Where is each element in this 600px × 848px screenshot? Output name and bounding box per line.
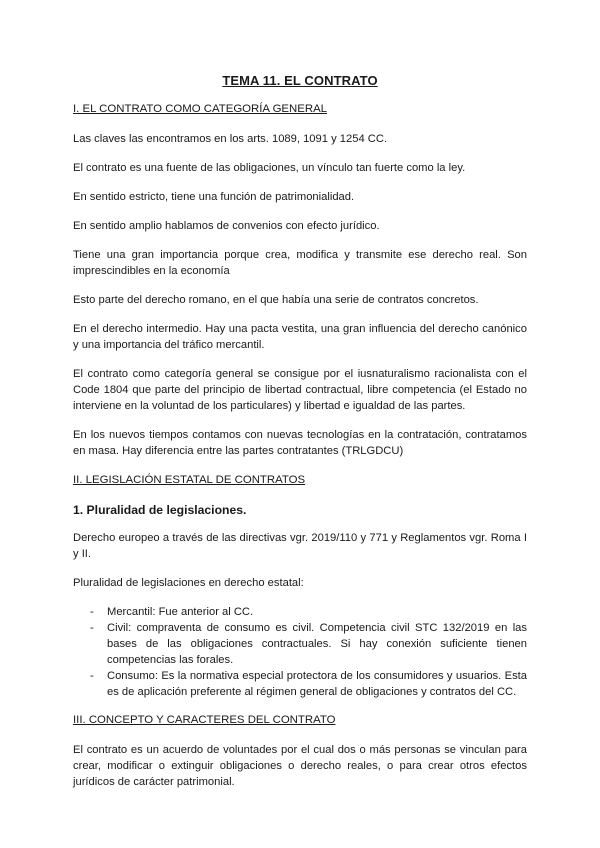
list-item: - Mercantil: Fue anterior al CC. [73,604,527,620]
legislation-list [73,604,527,700]
paragraph: En el derecho intermedio. Hay una pacta vestita, una gran influencia del derecho canónico y una importancia del tráfico mercantil. [73,323,527,351]
paragraph: Las claves las encontramos en los arts. 1089, 1091 y 1254 CC. [73,133,388,145]
paragraph: En sentido estricto, tiene una función de patrimonialidad. [73,191,355,203]
document-body [73,101,527,803]
page-title: TEMA 11. EL CONTRATO [222,73,378,88]
paragraph: El contrato es un acuerdo de voluntades por el cual dos o más personas se vinculan para crear, modificar o extinguir obligaciones o derecho reales, o para crear otros efectos jurídicos de carácter patrimonial. [73,744,527,788]
section-heading-1: I. EL CONTRATO COMO CATEGORÍA GENERAL [73,103,328,115]
paragraph: En sentido amplio hablamos de convenios con efecto jurídico. [73,220,380,232]
section-heading-3: III. CONCEPTO Y CARACTERES DEL CONTRATO [73,714,336,726]
section-heading-2: II. LEGISLACIÓN ESTATAL DE CONTRATOS [73,474,306,486]
list-item: - Civil: compraventa de consumo es civil. Competencia civil STC 132/2019 en las bases de las obligaciones contractuales. Si hay conexión suficiente tienen competencias las forales. [73,620,527,668]
paragraph: Pluralidad de legislaciones en derecho estatal: [73,577,304,589]
list-item: - Consumo: Es la normativa especial protectora de los consumidores y usuarios. Esta es de aplicación preferente al régimen general de obligaciones y contratos del CC. [73,668,527,700]
paragraph: El contrato como categoría general se consigue por el iusnaturalismo racionalista con el Code 1804 que parte del principio de libertad contractual, libre competencia (el Estado no interviene en la voluntad de los particulares) y libertad e igualdad de las partes. [73,368,527,412]
paragraph: En los nuevos tiempos contamos con nuevas tecnologías en la contratación, contratamos en masa. Hay diferencia entre las partes contratantes (TRLGDCU) [73,429,527,457]
paragraph: Tiene una gran importancia porque crea, modifica y transmite ese derecho real. Son imprescindibles en la economía [73,249,527,277]
subsection-heading: 1. Pluralidad de legislaciones. [73,503,247,517]
paragraph: El contrato es una fuente de las obligaciones, un vínculo tan fuerte como la ley. [73,162,466,174]
paragraph: Derecho europeo a través de las directivas vgr. 2019/110 y 771 y Reglamentos vgr. Roma I y II. [73,532,527,560]
paragraph: Esto parte del derecho romano, en el que había una serie de contratos concretos. [73,294,479,306]
